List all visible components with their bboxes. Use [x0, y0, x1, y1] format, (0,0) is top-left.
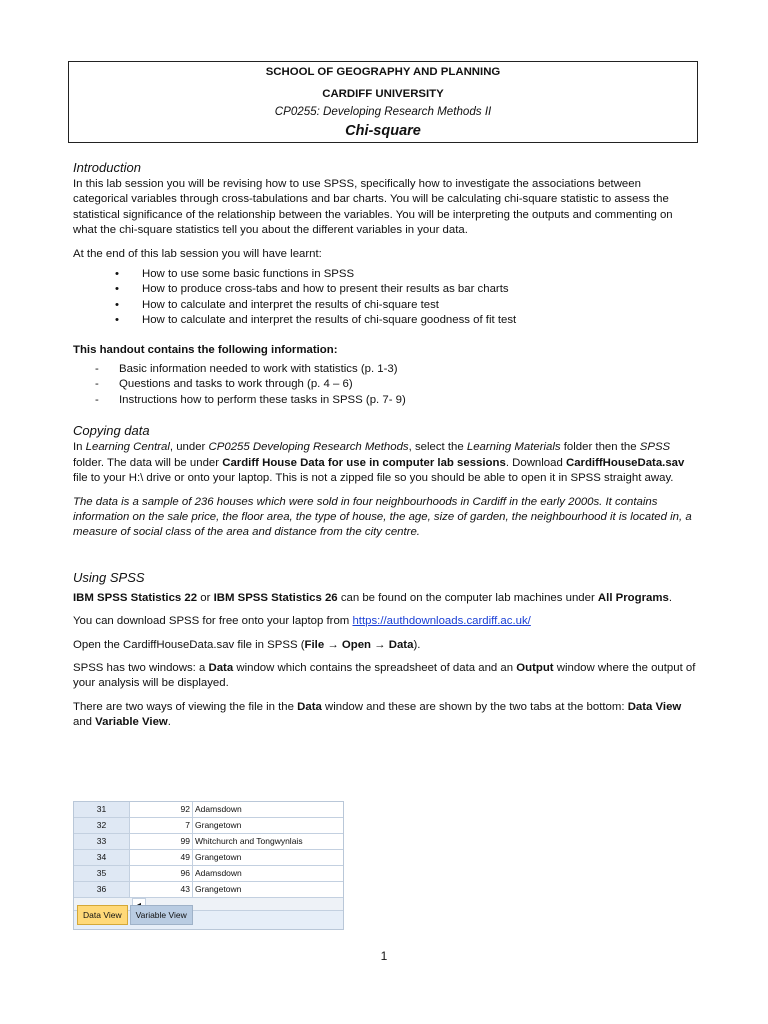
using-spss-heading: Using SPSS [73, 569, 145, 585]
handout-heading: This handout contains the following information: [73, 343, 338, 356]
table-row: 32 7 Grangetown [74, 818, 343, 834]
download-paragraph: You can download SPSS for free onto your laptop from https://authdownloads.cardiff.ac.uk/ [73, 615, 531, 628]
arrow-right-icon: → [371, 638, 389, 651]
open-file-paragraph: Open the CardiffHouseData.sav file in SPSS (File → Open → Data). [73, 638, 421, 651]
data-description: The data is a sample of 236 houses which were sold in four neighbourhoods in Cardiff in the early 2000s. It contains information on the sale price, the floor area, the type of house, the age, size of garden, the neighbourhood it is located in, a measure of social class of the area and distance from the city centre. [73, 495, 692, 539]
spss-screenshot [73, 801, 344, 930]
document-body [73, 159, 699, 731]
document-title: Chi-square [345, 123, 421, 139]
learning-outcomes-list [73, 267, 699, 329]
intro-heading: Introduction [73, 160, 141, 175]
list-item: • How to produce cross-tabs and how to present their results as bar charts [115, 282, 699, 297]
list-item: - Questions and tasks to work through (p. 4 – 6) [95, 377, 699, 392]
list-item: • How to calculate and interpret the results of chi-square goodness of fit test [115, 313, 699, 328]
copying-heading: Copying data [73, 423, 150, 439]
list-item: - Basic information needed to work with statistics (p. 1-3) [95, 362, 699, 377]
school-name: SCHOOL OF GEOGRAPHY AND PLANNING [265, 66, 501, 78]
list-item: • How to calculate and interpret the results of chi-square test [115, 298, 699, 313]
tab-data-view[interactable]: Data View [77, 905, 128, 925]
table-row: 35 96 Adamsdown [74, 866, 343, 882]
view-tabs [77, 905, 193, 925]
title-box [68, 61, 698, 143]
page-number: 1 [380, 949, 388, 963]
spss-versions-paragraph: IBM SPSS Statistics 22 or IBM SPSS Statistics 26 can be found on the computer lab machines under All Programs. [73, 591, 672, 604]
table-row: 31 92 Adamsdown [74, 802, 343, 818]
table-row: 34 49 Grangetown [74, 850, 343, 866]
table-row: 33 99 Whitchurch and Tongwynlais [74, 834, 343, 850]
views-paragraph: There are two ways of viewing the file in the Data window and these are shown by the two tabs at the bottom: Data View and Variable View. [73, 700, 682, 729]
learnt-intro: At the end of this lab session you will have learnt: [73, 247, 322, 260]
university-name: CARDIFF UNIVERSITY [322, 88, 444, 100]
intro-paragraph: In this lab session you will be revising how to use SPSS, specifically how to investigate the associations between categorical variables through cross-tabulations and bar charts. You will be calculating chi-square statistic to assess the statistical significance of the relationship between the variables. You will be interpreting the outputs and commenting on what the chi-square statistics tell you about the different variables in your data. [73, 178, 673, 237]
list-item: - Instructions how to perform these tasks in SPSS (p. 7- 9) [95, 393, 699, 408]
module-name: CP0255: Developing Research Methods II [274, 105, 492, 118]
download-link[interactable]: https://authdownloads.cardiff.ac.uk/ [352, 615, 531, 628]
windows-paragraph: SPSS has two windows: a Data window which contains the spreadsheet of data and an Output window where the output of your analysis will be displayed. [73, 661, 696, 690]
tab-variable-view[interactable]: Variable View [130, 905, 193, 925]
copying-paragraph: In Learning Central, under CP0255 Developing Research Methods, select the Learning Materials folder then the SPSS folder. The data will be under Cardiff House Data for use in computer lab sessions. Download CardiffHouseData.sav file to your H:\ drive or onto your laptop. This is not a zipped file so you should be able to open it in SPSS straight away. [73, 441, 685, 485]
table-row: 36 43 Grangetown [74, 882, 343, 898]
handout-contents-list [73, 362, 699, 408]
list-item: • How to use some basic functions in SPSS [115, 267, 699, 282]
arrow-right-icon: → [324, 638, 342, 651]
